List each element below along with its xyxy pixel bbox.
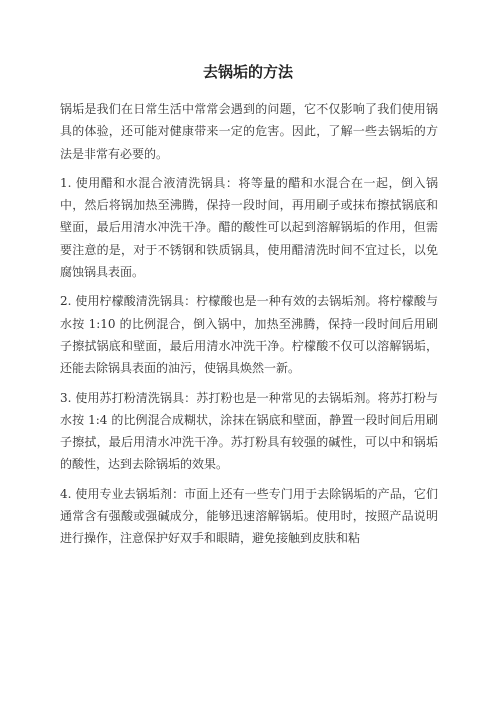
method-2-paragraph: 2. 使用柠檬酸清洗锅具：柠檬酸也是一种有效的去锅垢剂。将柠檬酸与水按 1:10 的比例混合，倒入锅中，加热至沸腾，保持一段时间后用刷子擦拭锅底和壁面，最后用清水冲洗干净。柠檬酸不仅可以溶解锅垢，还能去除锅具表面的油污，使锅具焕然一新。 [60, 294, 438, 376]
document-body [60, 98, 438, 557]
method-3-paragraph: 3. 使用苏打粉清洗锅具：苏打粉也是一种常见的去锅垢剂。将苏打粉与水按 1:4 的比例混合成糊状，涂抹在锅底和壁面，静置一段时间后用刷子擦拭，最后用清水冲洗干净。苏打粉具有较强的碱性，可以中和锅垢的酸性，达到去除锅垢的效果。 [60, 390, 438, 472]
method-1-paragraph: 1. 使用醋和水混合液清洗锅具：将等量的醋和水混合在一起，倒入锅中，然后将锅加热至沸腾，保持一段时间，再用刷子或抹布擦拭锅底和壁面，最后用清水冲洗干净。醋的酸性可以起到溶解锅垢的作用，但需要注意的是，对于不锈钢和铁质锅具，使用醋清洗时间不宜过长，以免腐蚀锅具表面。 [60, 175, 438, 280]
method-4-paragraph: 4. 使用专业去锅垢剂：市面上还有一些专门用于去除锅垢的产品，它们通常含有强酸或强碱成分，能够迅速溶解锅垢。使用时，按照产品说明进行操作，注意保护好双手和眼睛，避免接触到皮肤和粘 [60, 486, 438, 546]
intro-paragraph: 锅垢是我们在日常生活中常常会遇到的问题，它不仅影响了我们使用锅具的体验，还可能对健康带来一定的危害。因此，了解一些去锅垢的方法是非常有必要的。 [60, 102, 438, 161]
document-title: 去锅垢的方法 [202, 63, 293, 81]
